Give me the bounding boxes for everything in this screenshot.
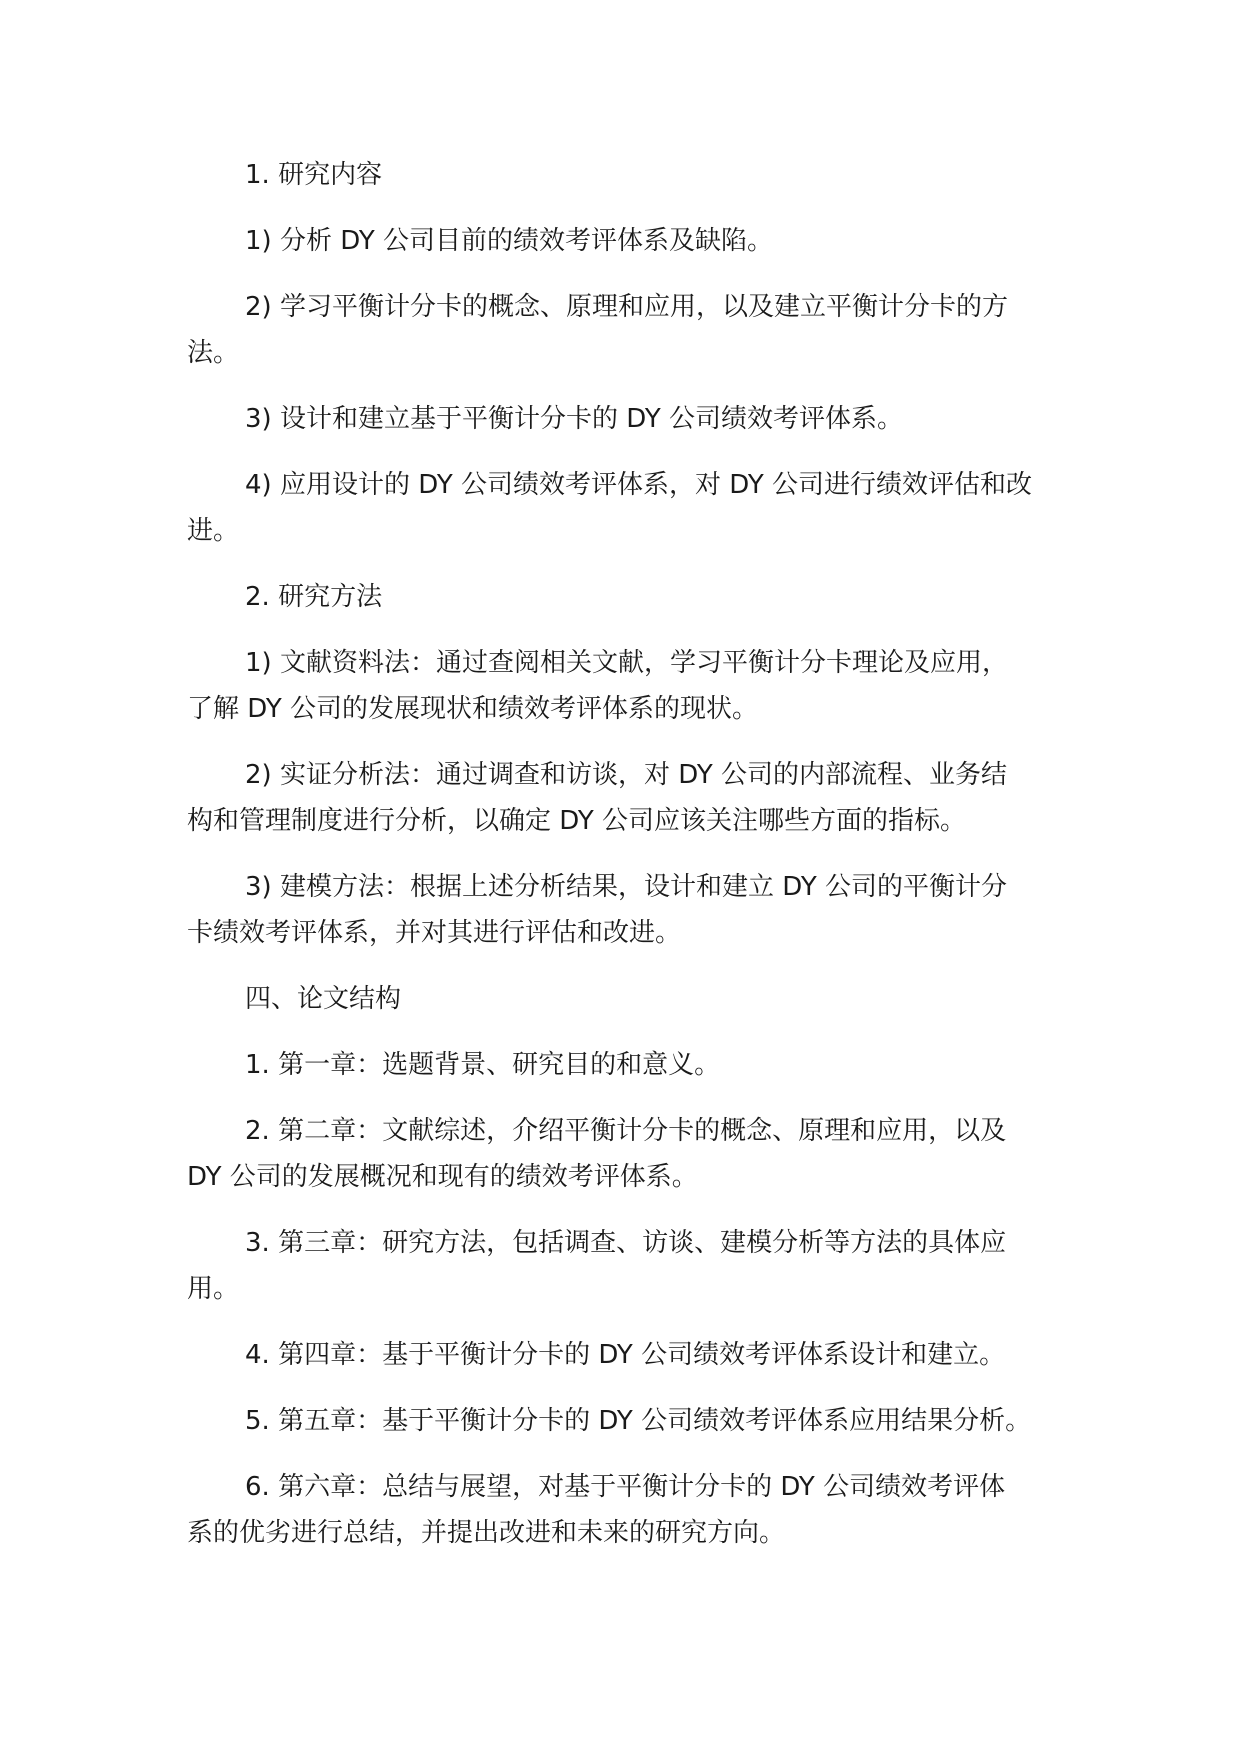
paragraph-line: 2) 学习平衡计分卡的概念、原理和应用，以及建立平衡计分卡的方 <box>245 292 1008 322</box>
paragraph <box>187 1220 1057 1312</box>
paragraph <box>187 864 1057 956</box>
paragraph-line: 用。 <box>187 1274 240 1304</box>
paragraph <box>187 1042 1057 1088</box>
paragraph-line: 5. 第五章：基于平衡计分卡的 DY 公司绩效考评体系应用结果分析。 <box>245 1406 1032 1436</box>
paragraph-line: 法。 <box>187 338 240 368</box>
paragraph-line: 1. 研究内容 <box>245 160 383 190</box>
paragraph-line: 6. 第六章：总结与展望，对基于平衡计分卡的 DY 公司绩效考评体 <box>245 1472 1006 1502</box>
paragraph-line: 2. 第二章：文献综述，介绍平衡计分卡的概念、原理和应用，以及 <box>245 1116 1007 1146</box>
paragraph-line: 4. 第四章：基于平衡计分卡的 DY 公司绩效考评体系设计和建立。 <box>245 1340 1006 1370</box>
paragraph <box>187 1398 1057 1444</box>
paragraph <box>187 976 1057 1022</box>
paragraph-line: 4) 应用设计的 DY 公司绩效考评体系，对 DY 公司进行绩效评估和改 <box>245 470 1032 500</box>
paragraph-line: 进。 <box>187 516 240 546</box>
paragraph <box>187 640 1057 732</box>
document-body <box>187 152 1057 1576</box>
paragraph <box>187 1108 1057 1200</box>
paragraph <box>187 752 1057 844</box>
paragraph <box>187 574 1057 620</box>
paragraph <box>187 1332 1057 1378</box>
paragraph-line: 2. 研究方法 <box>245 582 383 612</box>
paragraph <box>187 284 1057 376</box>
paragraph <box>187 1464 1057 1556</box>
paragraph-line: 1) 分析 DY 公司目前的绩效考评体系及缺陷。 <box>245 226 773 256</box>
paragraph-line: 了解 DY 公司的发展现状和绩效考评体系的现状。 <box>187 694 759 724</box>
paragraph-line: 卡绩效考评体系，并对其进行评估和改进。 <box>187 918 682 948</box>
paragraph-line: 构和管理制度进行分析，以确定 DY 公司应该关注哪些方面的指标。 <box>187 806 967 836</box>
paragraph <box>187 396 1057 442</box>
paragraph-line: 1) 文献资料法：通过查阅相关文献，学习平衡计分卡理论及应用， <box>245 648 1008 678</box>
paragraph-line: 1. 第一章：选题背景、研究目的和意义。 <box>245 1050 721 1080</box>
paragraph-line: 四、论文结构 <box>245 984 402 1014</box>
paragraph-line: 3. 第三章：研究方法，包括调查、访谈、建模分析等方法的具体应 <box>245 1228 1007 1258</box>
paragraph-line: DY 公司的发展概况和现有的绩效考评体系。 <box>187 1162 698 1192</box>
paragraph-line: 3) 设计和建立基于平衡计分卡的 DY 公司绩效考评体系。 <box>245 404 903 434</box>
paragraph-line: 3) 建模方法：根据上述分析结果，设计和建立 DY 公司的平衡计分 <box>245 872 1007 902</box>
paragraph <box>187 218 1057 264</box>
paragraph-line: 系的优劣进行总结，并提出改进和未来的研究方向。 <box>187 1518 786 1548</box>
paragraph-line: 2) 实证分析法：通过调查和访谈，对 DY 公司的内部流程、业务结 <box>245 760 1007 790</box>
paragraph <box>187 462 1057 554</box>
paragraph <box>187 152 1057 198</box>
